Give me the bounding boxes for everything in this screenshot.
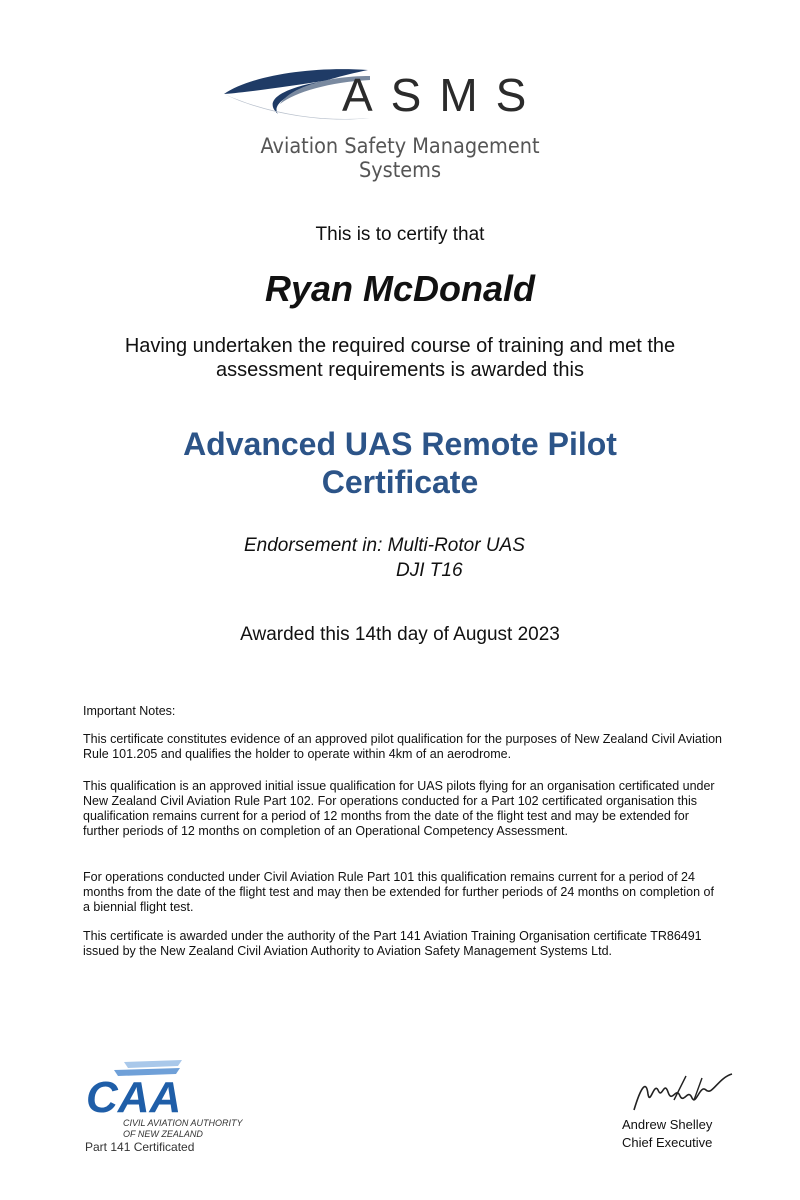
certify-intro: This is to certify that (315, 224, 485, 245)
endorsement-line-2: DJI T16 (396, 560, 463, 581)
caa-logo-icon (84, 1058, 194, 1118)
logo-acronym: ASMS (342, 69, 545, 121)
asms-logo (220, 62, 580, 182)
notes-paragraph-2: This qualification is an approved initial issue qualification for UAS pilots flying for an organisation certificated under New Zealand Civil Aviation Rule Part 102. For operations conducted for a Part 102 certificated organisation this qualification remains current for a period of 12 months from the date of the flight test and may be extended for further periods of 12 months on completion of an Operational Competency Assessment. (83, 779, 715, 838)
notes-heading: Important Notes: (83, 704, 176, 718)
certificate-title-line-1: Advanced UAS Remote Pilot (183, 426, 617, 462)
signature-icon (628, 1070, 738, 1120)
notes-paragraph-4: This certificate is awarded under the authority of the Part 141 Aviation Training Organisation certificate TR86491 issued by the New Zealand Civil Aviation Authority to Aviation Safety Management Systems Ltd. (83, 929, 702, 958)
logo-tagline: Aviation Safety Management Systems (260, 134, 540, 182)
certificate-title-line-2: Certificate (321, 464, 479, 500)
undertaken-line-1: Having undertaken the required course of training and met the (124, 335, 676, 357)
caa-logo (80, 1058, 280, 1158)
caa-logo-letters: CAA (86, 1073, 182, 1118)
awarded-date: Awarded this 14th day of August 2023 (240, 624, 560, 645)
endorsement-line-1: Endorsement in: Multi-Rotor UAS (244, 535, 525, 556)
endorsement (244, 533, 584, 583)
signature-block (600, 1070, 740, 1160)
certificate-title (0, 425, 800, 501)
signatory-role: Chief Executive (622, 1135, 713, 1150)
signatory-name: Andrew Shelley (622, 1117, 713, 1132)
part-141-certificated: Part 141 Certificated (85, 1140, 195, 1154)
notes-paragraph-3: For operations conducted under Civil Aviation Rule Part 101 this qualification remains current for a period of 24 months from the date of the flight test and may then be extended for further periods of 24 months on completion of a biennial flight test. (83, 870, 714, 914)
caa-name-line-2: OF NEW ZEALAND (123, 1129, 203, 1139)
undertaken-statement (0, 334, 800, 382)
undertaken-line-2: assessment requirements is awarded this (216, 359, 584, 381)
recipient-name: Ryan McDonald (264, 268, 536, 309)
notes-paragraph-1: This certificate constitutes evidence of an approved pilot qualification for the purposes of New Zealand Civil Aviation Rule 101.205 and qualifies the holder to operate within 4km of an aerodrome. (83, 732, 723, 761)
caa-name-line-1: CIVIL AVIATION AUTHORITY (123, 1118, 243, 1128)
